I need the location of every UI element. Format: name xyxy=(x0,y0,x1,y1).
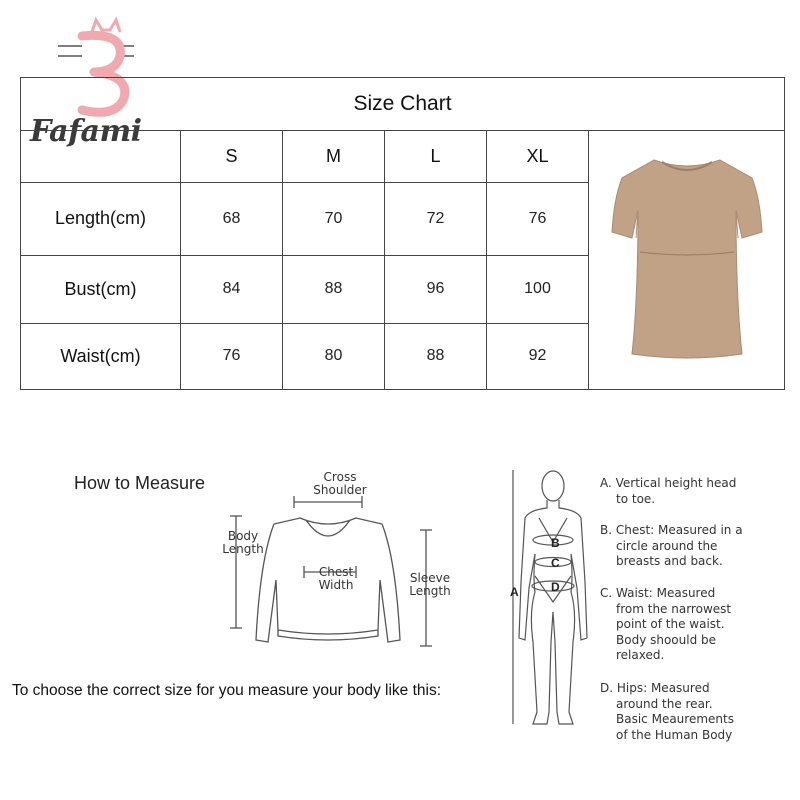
cell-length-l: 72 xyxy=(385,183,487,255)
cell-length-s: 68 xyxy=(181,183,283,255)
note-hips xyxy=(600,681,795,743)
cell-bust-m: 88 xyxy=(283,255,385,323)
body-figure-diagram xyxy=(505,462,600,742)
chest-width-line1: Chest xyxy=(318,565,354,579)
note-chest-head: B. Chest: Measured in a xyxy=(600,523,743,537)
figure-letter-d: D xyxy=(551,580,560,594)
body-length-line2: Length xyxy=(222,542,264,556)
row-label-length: Length(cm) xyxy=(21,183,181,255)
note-waist-head: C. Waist: Measured xyxy=(600,586,716,600)
cross-shoulder-line2: Shoulder xyxy=(313,483,367,497)
how-to-measure-title: How to Measure xyxy=(74,473,206,493)
cell-waist-s: 76 xyxy=(181,323,283,389)
note-line: of the Human Body xyxy=(616,727,733,742)
note-line: Body shoould be xyxy=(616,632,717,647)
cross-shoulder-label xyxy=(300,471,380,497)
cell-length-xl: 76 xyxy=(487,183,589,255)
note-line: around the rear. xyxy=(616,696,713,711)
size-chart-title: Size Chart xyxy=(21,78,785,131)
size-header-l: L xyxy=(385,131,487,183)
note-hips-head: D. Hips: Measured xyxy=(600,681,710,695)
note-line: to toe. xyxy=(616,491,656,506)
chest-width-line2: Width xyxy=(318,578,354,592)
sleeve-length-line1: Sleeve xyxy=(409,571,451,585)
note-height-head: A. Vertical height head xyxy=(600,476,737,490)
sleeve-length-label xyxy=(402,572,458,598)
figure-letter-b: B xyxy=(551,536,560,550)
body-length-line1: Body xyxy=(227,529,259,543)
cell-waist-l: 88 xyxy=(385,323,487,389)
size-header-xl: XL xyxy=(487,131,589,183)
note-line: breasts and back. xyxy=(616,554,723,568)
figure-letter-c: C xyxy=(551,556,560,570)
size-header-s: S xyxy=(181,131,283,183)
note-line: point of the waist. xyxy=(616,617,725,631)
note-line: Basic Meaurements xyxy=(616,712,734,726)
tshirt-product-image xyxy=(602,148,772,368)
corner-cell xyxy=(21,131,181,183)
body-length-label xyxy=(216,530,270,556)
brand-name: Fafami xyxy=(30,114,142,149)
cell-waist-m: 80 xyxy=(283,323,385,389)
note-line: circle around the xyxy=(616,538,718,553)
measure-instruction: To choose the correct size for you measure your body like this: xyxy=(12,682,442,699)
sleeve-length-line2: Length xyxy=(409,584,451,598)
row-label-bust: Bust(cm) xyxy=(21,255,181,323)
row-label-waist: Waist(cm) xyxy=(21,323,181,389)
cell-bust-xl: 100 xyxy=(487,255,589,323)
cell-bust-l: 96 xyxy=(385,255,487,323)
cell-bust-s: 84 xyxy=(181,255,283,323)
note-height xyxy=(600,476,795,507)
cell-waist-xl: 92 xyxy=(487,323,589,389)
cell-length-m: 70 xyxy=(283,183,385,255)
note-line: relaxed. xyxy=(616,648,665,662)
size-chart-table xyxy=(20,77,785,390)
size-header-m: M xyxy=(283,131,385,183)
note-line: from the narrowest xyxy=(616,601,732,616)
figure-letter-a: A xyxy=(510,585,519,599)
chest-width-label xyxy=(308,566,364,592)
product-image-cell xyxy=(589,131,785,390)
note-chest xyxy=(600,523,795,570)
cross-shoulder-line1: Cross xyxy=(323,470,357,484)
note-waist xyxy=(600,586,795,664)
